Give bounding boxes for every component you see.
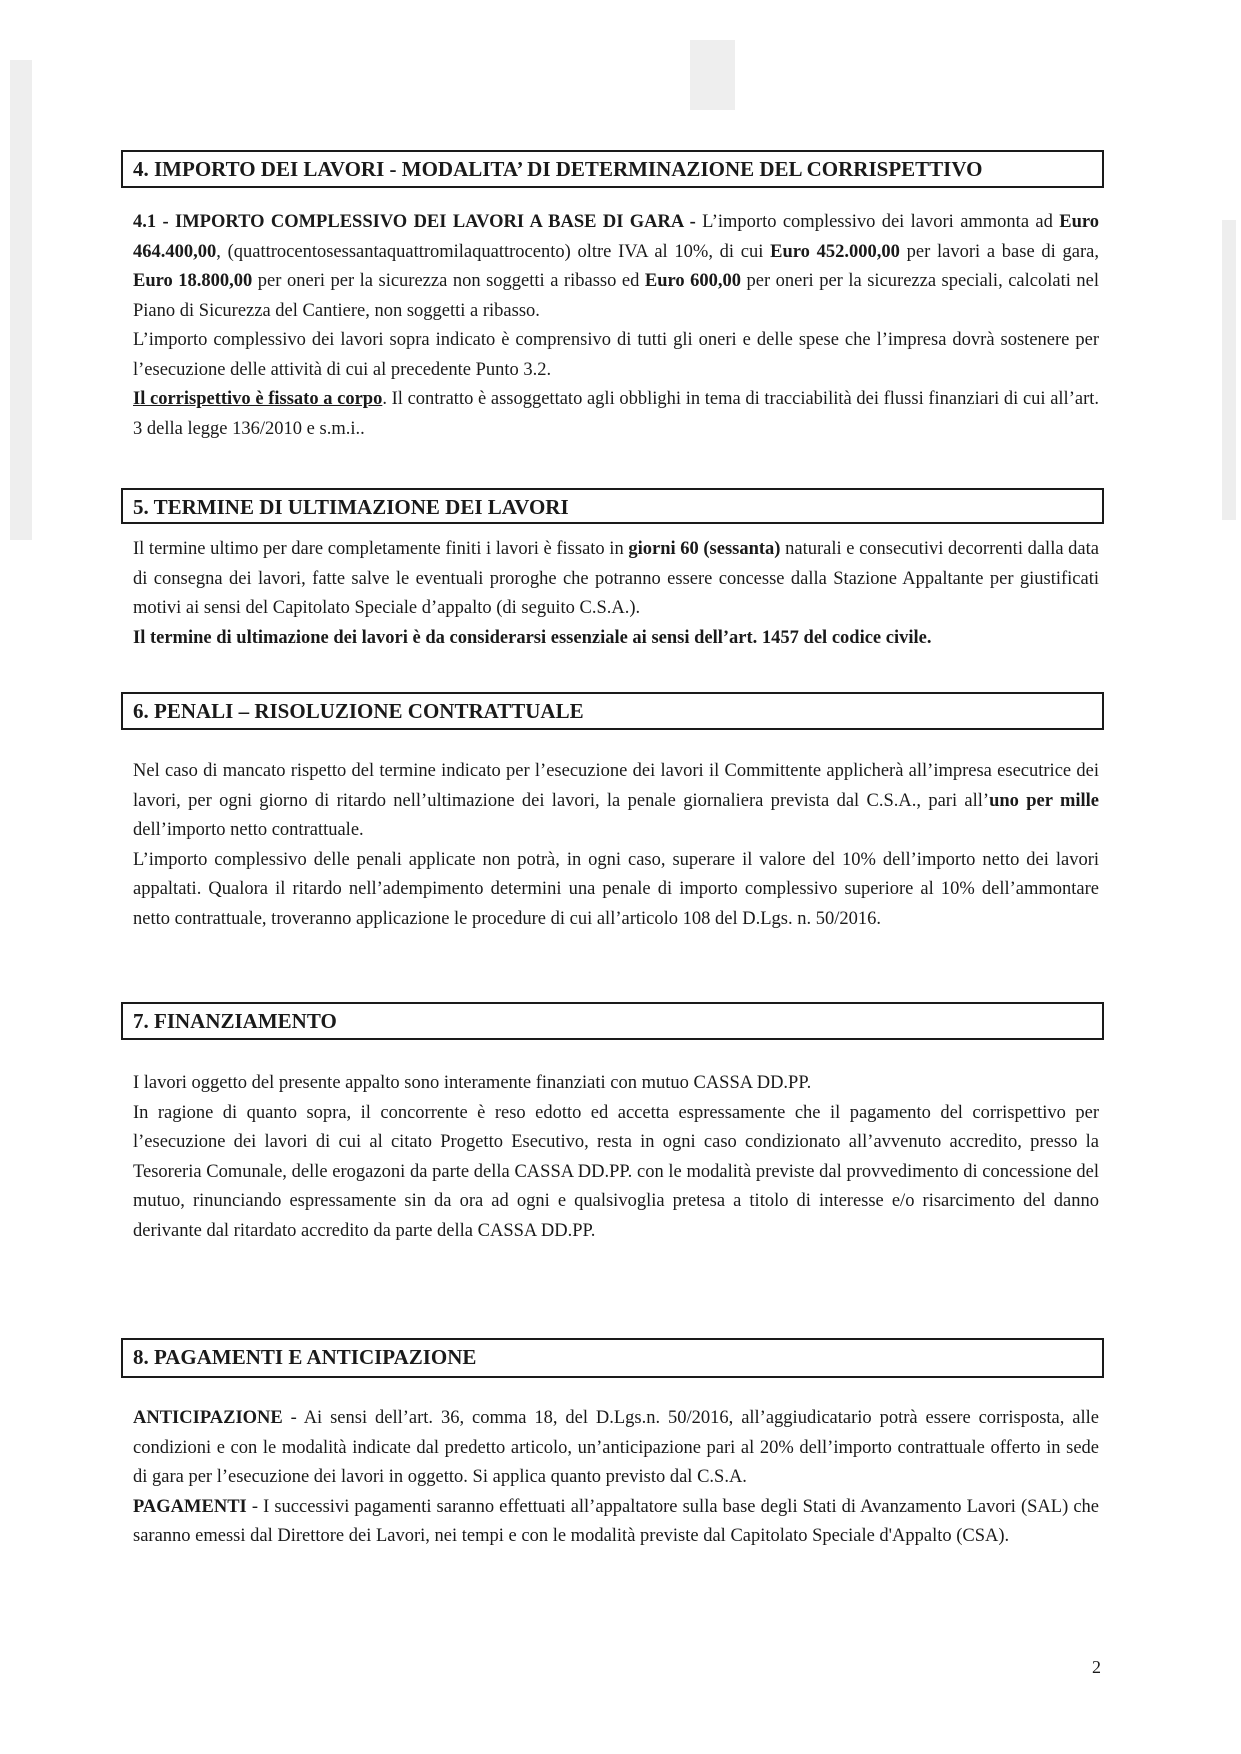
bleed-through-mark — [1222, 220, 1236, 520]
text-run: . Il contratto è assoggettato agli obblighi in tema di tracciabilità dei flussi finanziari di cui all’art. 3 della legge 136/2010 e s.m.i.. — [133, 389, 1099, 439]
bold-text: Euro 600,00 — [644, 271, 742, 291]
section-6-body — [133, 757, 1099, 934]
underlined-text: Il corrispettivo è fissato a corpo — [133, 389, 383, 409]
section-6-heading: 6. PENALI – RISOLUZIONE CONTRATTUALE — [121, 692, 1104, 730]
text-run: L’importo complessivo delle penali applicate non potrà, in ogni caso, superare il valore del 10% dell’importo netto dei lavori appaltati. Qualora il ritardo nell’adempimento determini una penale di importo complessivo superiore al 10% dell’ammontare netto contrattuale, troveranno applicazione le procedure di cui all’articolo 108 del D.Lgs. n. 50/2016. — [133, 849, 1099, 929]
bold-text: Euro 18.800,00 — [133, 271, 253, 291]
text-run: I lavori oggetto del presente appalto sono interamente finanziati con mutuo CASSA DD.PP. — [133, 1073, 812, 1093]
paragraph — [133, 385, 1099, 444]
paragraph — [133, 624, 1099, 654]
section-4-heading: 4. IMPORTO DEI LAVORI - MODALITA’ DI DETERMINAZIONE DEL CORRISPETTIVO — [121, 150, 1104, 188]
text-run: - I successivi pagamenti saranno effettuati all’appaltatore sulla base degli Stati di Avanzamento Lavori (SAL) che saranno emessi dal Direttore dei Lavori, nei tempi e con le modalità previste dal Capitolato Speciale d'Appalto (CSA). — [133, 1496, 1099, 1546]
section-4-body — [133, 208, 1099, 444]
page-number: 2 — [1092, 1657, 1101, 1677]
section-7-heading: 7. FINANZIAMENTO — [121, 1002, 1104, 1040]
bold-text: ANTICIPAZIONE — [133, 1408, 283, 1428]
text-run: per oneri per la sicurezza speciali, calcolati nel Piano di Sicurezza del Cantiere, non soggetti a ribasso. — [133, 271, 1099, 321]
bold-text: Il termine di ultimazione dei lavori è da considerarsi essenziale ai sensi dell’art. 1457 del codice civile. — [133, 627, 932, 648]
text-run: Nel caso di mancato rispetto del termine indicato per l’esecuzione dei lavori il Committente applicherà all’impresa esecutrice dei lavori, per ogni giorno di ritardo nell’ultimazione dei lavori, la penale giornaliera prevista dal C.S.A., pari all’ — [133, 761, 1099, 811]
paragraph — [133, 326, 1099, 385]
paragraph — [133, 208, 1099, 326]
paragraph — [133, 1069, 1099, 1099]
paragraph — [133, 757, 1099, 846]
section-7-body — [133, 1069, 1099, 1246]
text-run: dell’importo netto contrattuale. — [133, 820, 364, 840]
paragraph — [133, 846, 1099, 935]
section-8-heading: 8. PAGAMENTI E ANTICIPAZIONE — [121, 1338, 1104, 1378]
text-run: per lavori a base di gara, — [899, 241, 1099, 262]
section-8-body — [133, 1404, 1099, 1552]
bold-text: Euro 452.000,00 — [770, 241, 900, 262]
paragraph — [133, 535, 1099, 624]
paragraph — [133, 1099, 1099, 1247]
text-run: L’importo complessivo dei lavori sopra indicato è comprensivo di tutti gli oneri e delle spese che l’impresa dovrà sostenere per l’esecuzione delle attività di cui al precedente Punto 3.2. — [133, 330, 1099, 380]
paragraph — [133, 1404, 1099, 1493]
text-run: naturali e consecutivi decorrenti dalla data di consegna dei lavori, fatte salve le eventuali proroghe che potranno essere concesse dalla Stazione Appaltante per giustificati motivi ai sensi del Capitolato Speciale d’appalto (di seguito C.S.A.). — [133, 539, 1099, 618]
text-run: L’importo complessivo dei lavori ammonta ad — [702, 212, 1060, 232]
text-run: per oneri per la sicurezza non soggetti a ribasso ed — [252, 271, 645, 291]
section-5-heading: 5. TERMINE DI ULTIMAZIONE DEI LAVORI — [121, 488, 1104, 524]
bold-text: 4.1 - IMPORTO COMPLESSIVO DEI LAVORI A BASE DI GARA - — [133, 212, 703, 232]
section-5-body — [133, 535, 1099, 653]
bleed-through-mark — [690, 40, 735, 110]
text-run: - Ai sensi dell’art. 36, comma 18, del D.Lgs.n. 50/2016, all’aggiudicatario potrà essere corrisposta, alle condizioni e con le modalità indicate dal predetto articolo, un’anticipazione pari al 20% dell’importo contrattuale offerto in sede di gara per l’esecuzione dei lavori in oggetto. Si applica quanto previsto dal C.S.A. — [133, 1408, 1099, 1487]
bold-text: Euro 464.400,00 — [133, 212, 1099, 262]
bold-text: PAGAMENTI — [133, 1496, 247, 1517]
bleed-through-mark — [10, 60, 32, 540]
text-run: , (quattrocentosessantaquattromilaquattrocento) oltre IVA al 10%, di cui — [216, 241, 771, 262]
paragraph — [133, 1493, 1099, 1552]
text-run: In ragione di quanto sopra, il concorrente è reso edotto ed accetta espressamente che il pagamento del corrispettivo per l’esecuzione dei lavori di cui al citato Progetto Esecutivo, resta in ogni caso condizionato all’avvenuto accredito, presso la Tesoreria Comunale, delle erogazoni da parte della CASSA DD.PP. con le modalità previste dal provvedimento di concessione del mutuo, rinunciando espressamente sin da ora ad ogni e qualsivoglia pretesa a titolo di interesse e/o risarcimento del danno derivante dal ritardato accredito da parte della CASSA DD.PP. — [133, 1102, 1099, 1241]
bold-text: giorni 60 (sessanta) — [628, 539, 781, 559]
bold-text: uno per mille — [989, 790, 1100, 811]
text-run: Il termine ultimo per dare completamente finiti i lavori è fissato in — [133, 539, 629, 559]
